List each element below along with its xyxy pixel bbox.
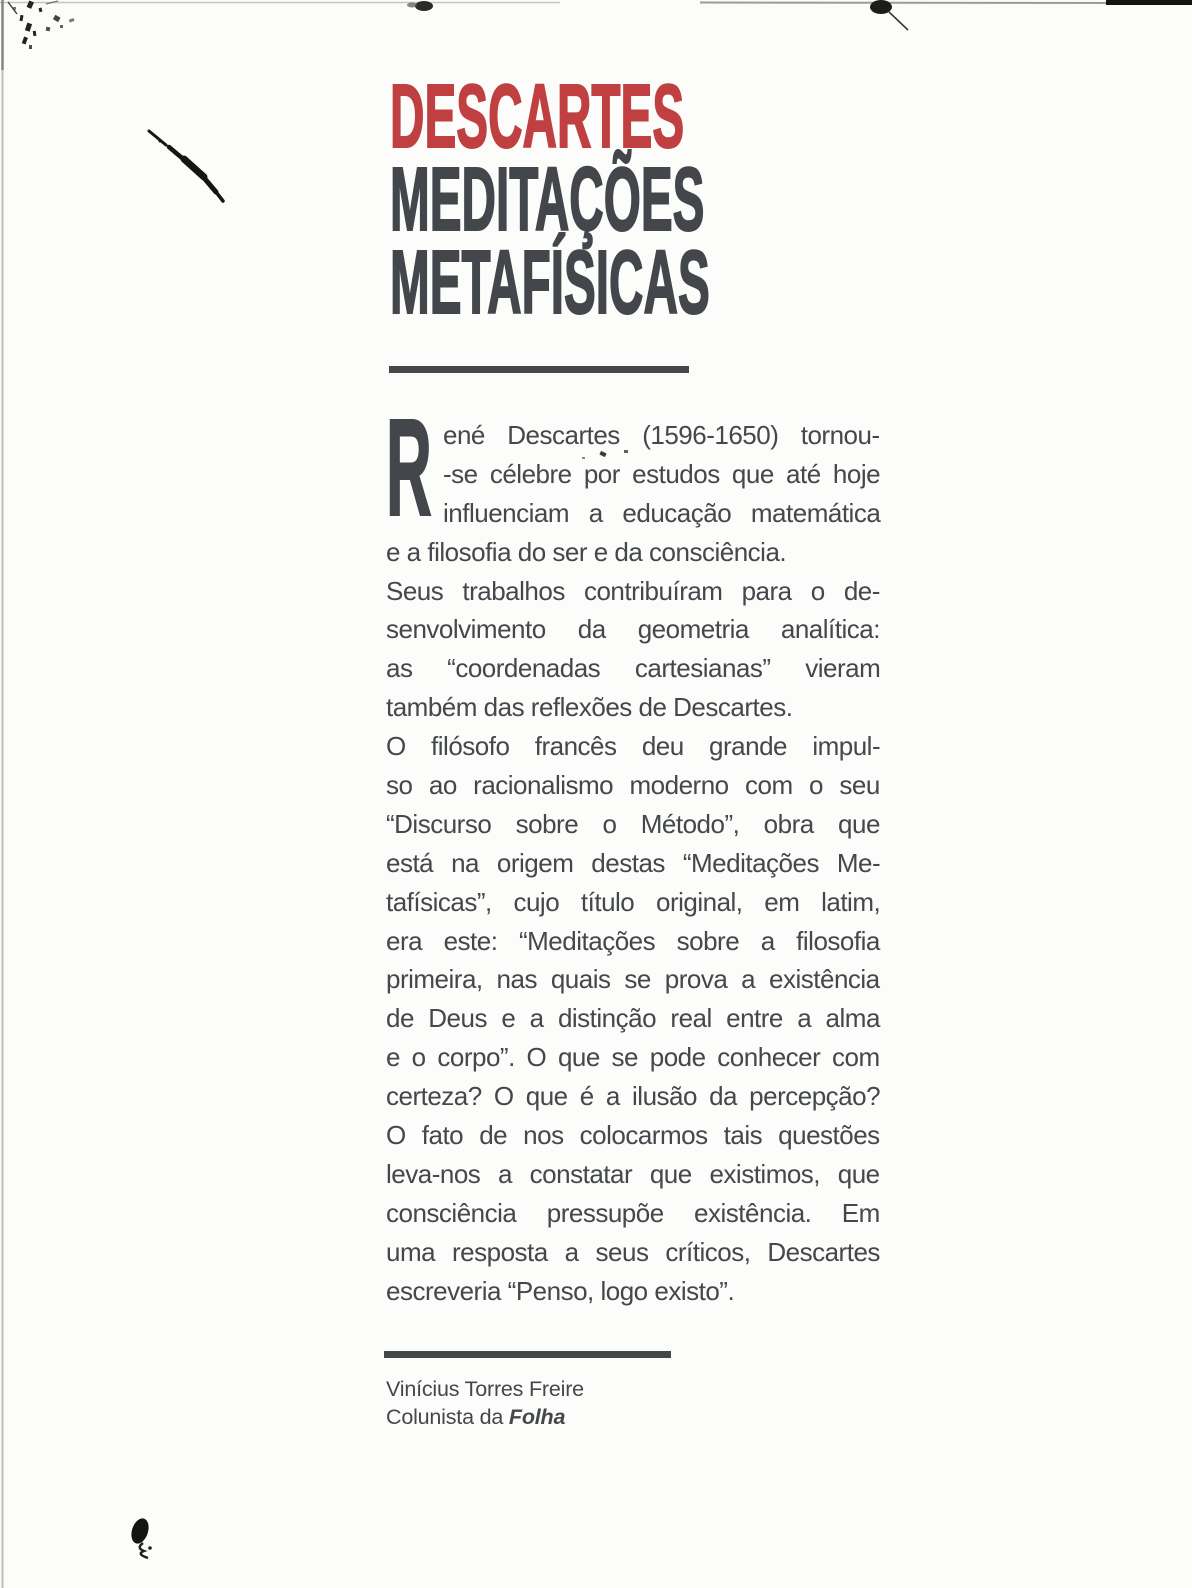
title-author: DESCARTES <box>390 67 685 167</box>
article-text-line <box>386 649 880 688</box>
article-text-line <box>386 727 880 766</box>
article-text-line-text: consciência pressupõe existência. Em <box>386 1197 880 1228</box>
article-text-line <box>386 688 880 727</box>
article-text-line-text: O fato de nos colocarmos tais questões <box>386 1120 880 1151</box>
title-work-line-1: MEDITAÇÕES <box>390 150 705 250</box>
article-text-line <box>386 1194 880 1233</box>
book-title <box>390 67 993 333</box>
article-text-line <box>386 844 880 883</box>
article-text-line-text: uma resposta a seus críticos, Descartes <box>386 1236 880 1267</box>
article-text-line <box>386 1155 880 1194</box>
scan-diagonal-ink-streak <box>149 131 223 201</box>
article-text-line-text: e o corpo”. O que se pode conhecer com <box>386 1042 880 1073</box>
article-text-line-text: O filósofo francês deu grande impul- <box>386 731 881 762</box>
scan-speck-cluster-top-left <box>8 0 75 49</box>
article-text-line <box>386 610 880 649</box>
article-text-line <box>386 572 880 611</box>
footer-divider-rule <box>384 1351 671 1358</box>
article-lines <box>386 416 880 1310</box>
scan-top-right-bar <box>1106 0 1192 5</box>
article-text-line-text: influenciam a educação matemática <box>443 497 881 528</box>
article-text-line <box>386 1077 880 1116</box>
article-text-line-text: leva-nos a constatar que existimos, que <box>386 1158 880 1189</box>
article-text-line-text: certeza? O que é a ilusão da percepção? <box>386 1081 881 1112</box>
article-text-line-text: e a filosofia do ser e da consciência. <box>386 536 787 567</box>
article-text-line <box>386 883 880 922</box>
article-text-line-text: está na origem destas “Meditações Me- <box>386 847 881 878</box>
byline <box>386 1375 584 1431</box>
article-text-line-text: senvolvimento da geometria analítica: <box>386 614 880 645</box>
article-text-line-text: so ao racionalismo moderno com o seu <box>386 770 880 801</box>
article-body <box>386 391 881 1310</box>
article-text-line-text: de Deus e a distinção real entre a alma <box>386 1003 880 1034</box>
article-text-line-text: -se célebre por estudos que até hoje <box>443 458 881 489</box>
article-text-line-text: “Discurso sobre o Método”, obra que <box>386 808 880 839</box>
byline-role-prefix: Colunista da <box>386 1405 509 1429</box>
article-text-line-text: também das reflexões de Descartes. <box>386 692 793 723</box>
article-text-line <box>386 922 880 961</box>
scan-ink-blot-bottom-left <box>128 1516 151 1558</box>
article-text-line <box>386 416 880 455</box>
article-text-line <box>386 805 880 844</box>
drop-cap-letter: R <box>386 391 432 545</box>
article-text-line <box>386 1233 880 1272</box>
article-text-line-text: era este: “Meditações sobre a filosofia <box>386 925 880 956</box>
article-text-line <box>386 960 880 999</box>
article-text-line-text: as “coordenadas cartesianas” vieram <box>386 653 881 684</box>
byline-role <box>386 1403 584 1431</box>
article-text-line <box>386 1116 880 1155</box>
title-divider-rule <box>389 366 689 373</box>
scan-ink-blob-top-middle <box>407 1 433 11</box>
scan-ink-blob-top-right <box>870 0 908 30</box>
byline-author: Vinícius Torres Freire <box>386 1377 584 1401</box>
article-text-line-text: escreveria “Penso, logo existo”. <box>386 1275 735 1306</box>
byline-publication: Folha <box>508 1405 566 1429</box>
article-text-line <box>386 1038 880 1077</box>
article-text-line-text: tafísicas”, cujo título original, em latim, <box>386 886 881 917</box>
scan-top-edge-line <box>0 3 1192 4</box>
article-text-line-text: Seus trabalhos contribuíram para o de- <box>386 575 880 606</box>
article-text-line <box>386 494 880 533</box>
article-text-line <box>386 999 880 1038</box>
article-text-line <box>386 533 880 572</box>
title-work-line-2: METAFÍSICAS <box>390 233 710 333</box>
article-text-line-text: primeira, nas quais se prova a existência <box>386 964 880 995</box>
article-text-line <box>386 1272 880 1311</box>
article-text-line <box>386 455 880 494</box>
article-text-line <box>386 766 880 805</box>
article-text-line-text: ené Descartes (1596-1650) tornou- <box>443 420 880 450</box>
